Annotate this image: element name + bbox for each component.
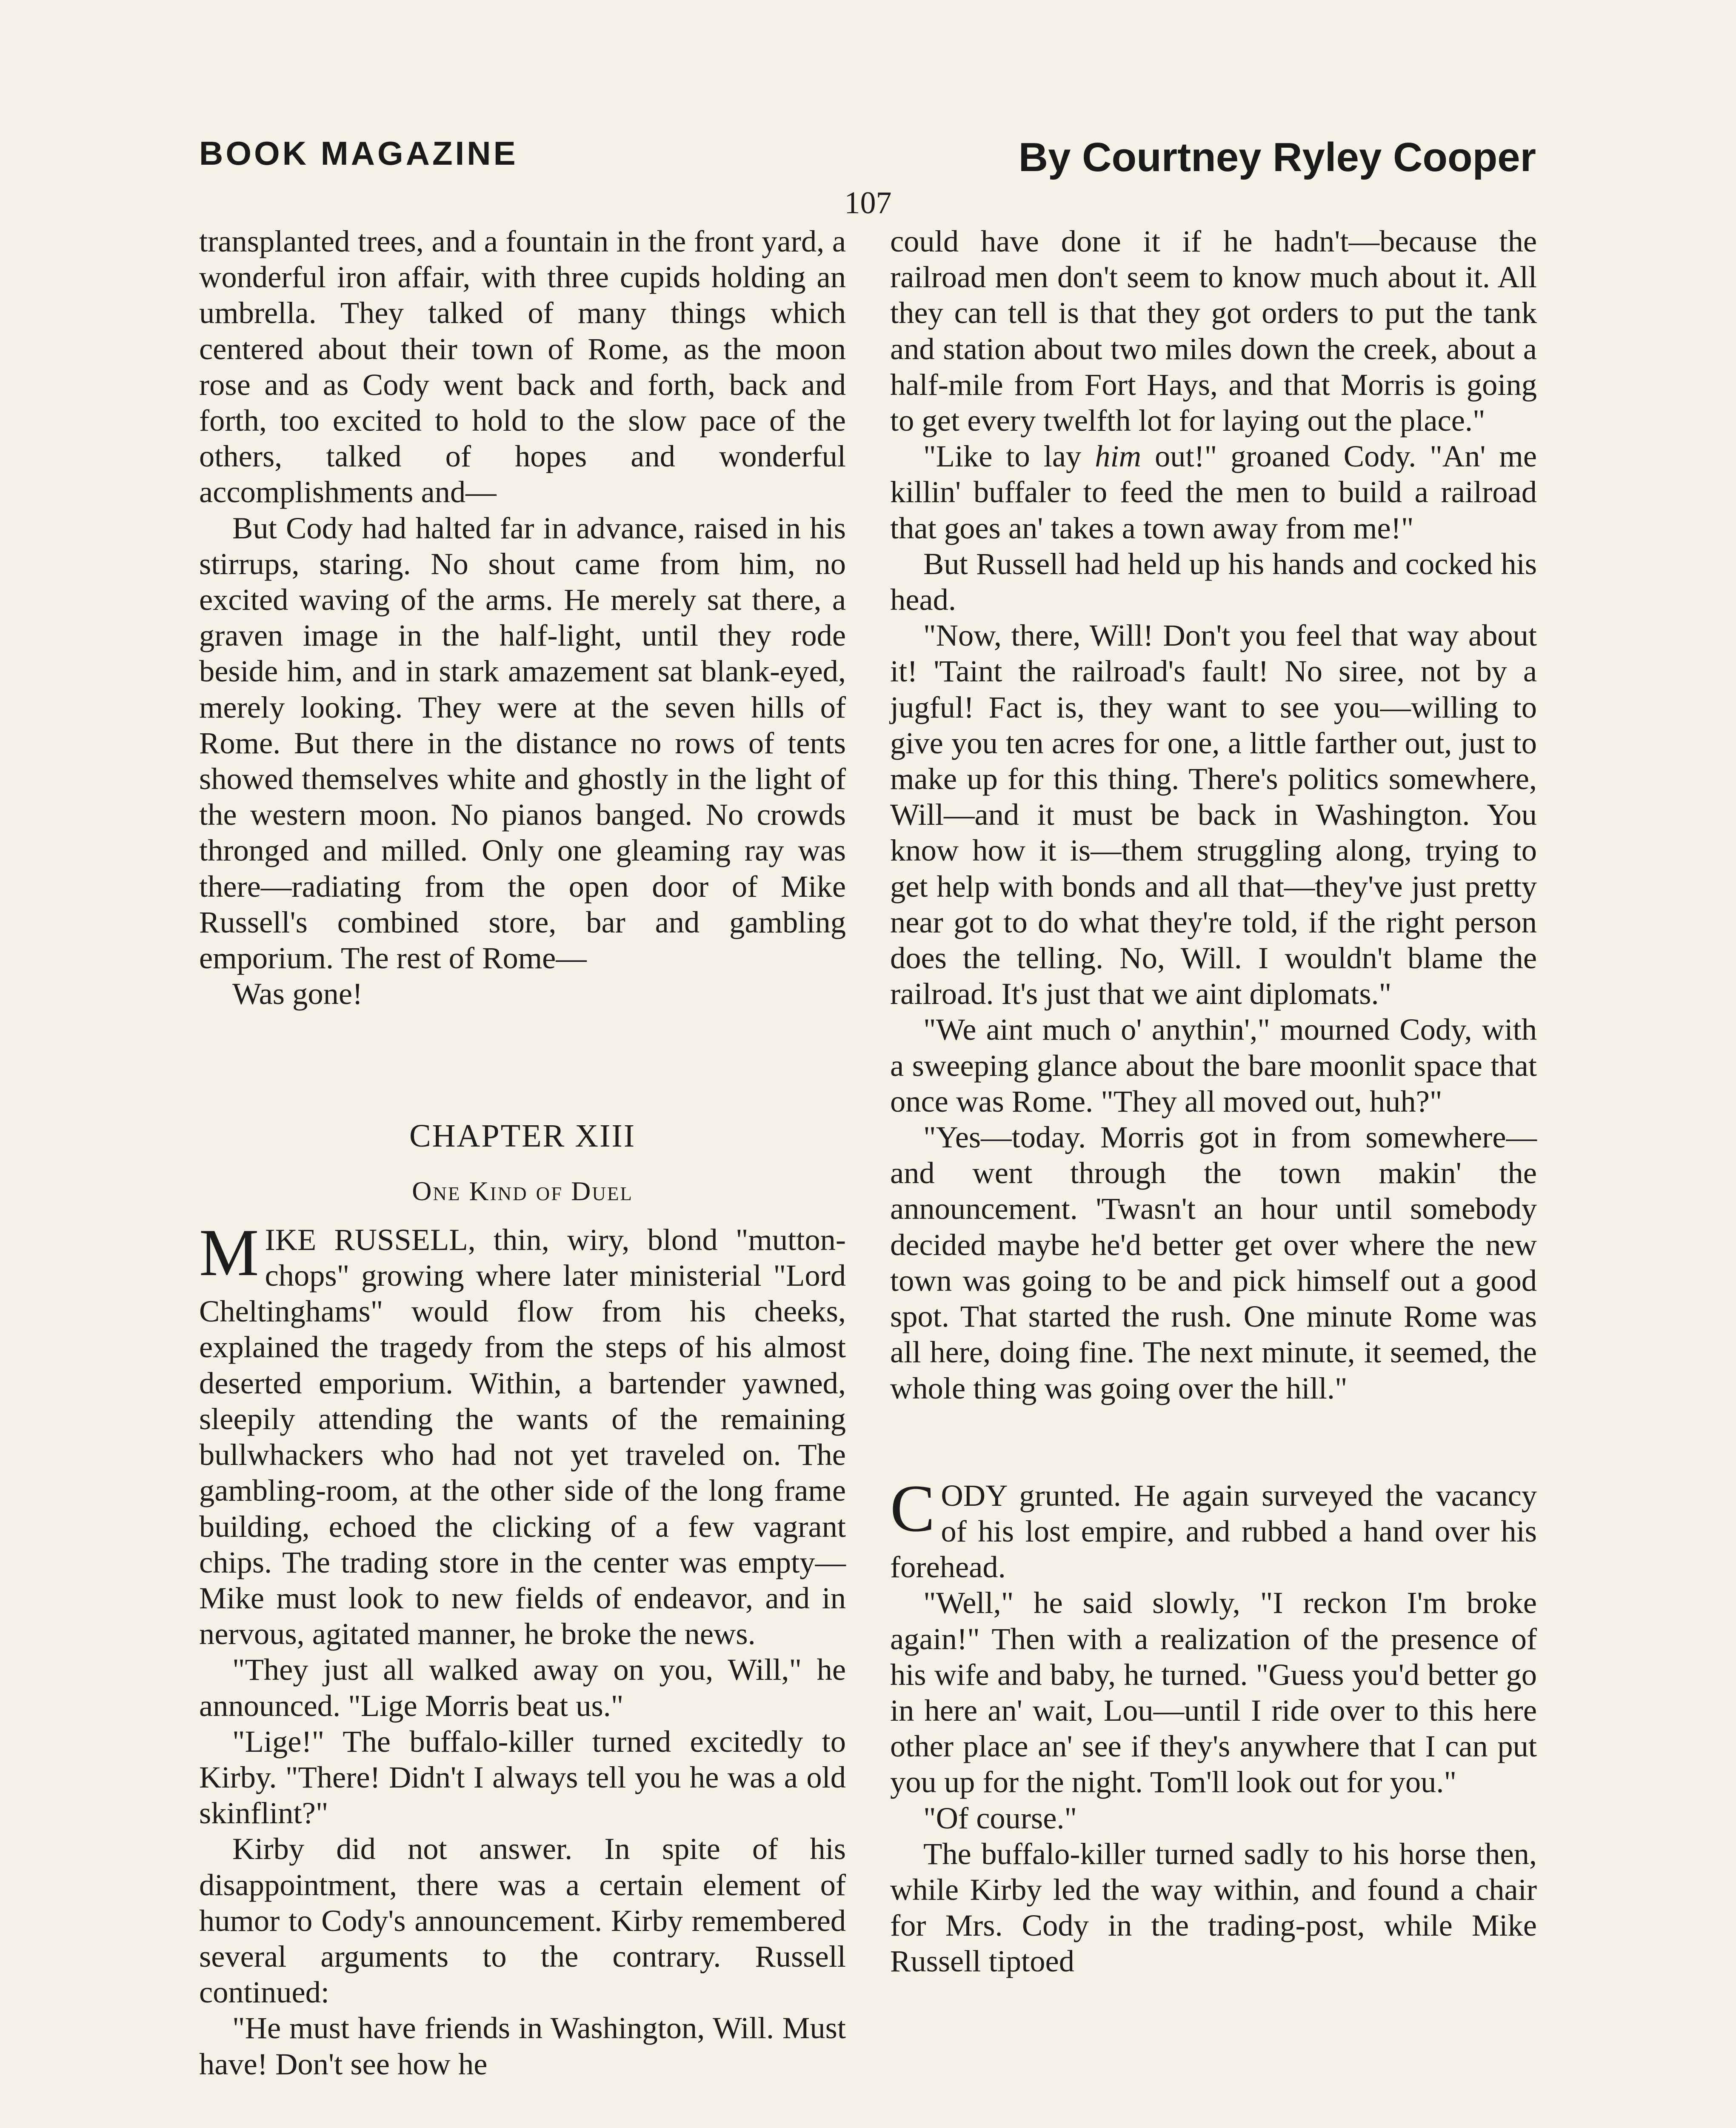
chapter-title: CHAPTER XIII xyxy=(409,1118,636,1154)
paragraph: transplanted trees, and a fountain in the front yard, a wonderful iron affair, with three cupids holding an umbrella. They talked of many things which centered about their town of Rome, as the moon rose and as Cody went back and forth, back and forth, too excited to hold to the slow pace of the others, talked of hopes and wonderful accomplishments and— xyxy=(199,224,846,509)
paragraph: But Cody had halted far in advance, raised in his stirrups, staring. No shout came from him, no excited waving of the arms. He merely sat there, a graven image in the half-light, until they rode beside him, and in stark amazement sat blank-eyed, merely looking. They were at the seven hills of Rome. But there in the distance no rows of tents showed themselves white and ghostly in the light of the western moon. No pianos banged. No crowds thronged and milled. Only one gleaming ray was there—radiating from the open door of Mike Russell's combined store, bar and gambling emporium. The rest of Rome— xyxy=(199,510,846,975)
chapter-subtitle xyxy=(199,1173,846,1209)
paragraph: Was gone! xyxy=(232,976,363,1011)
paragraph: But Russell had held up his hands and cocked his head. xyxy=(890,546,1537,617)
paragraph: "He must have friends in Washington, Will. Must have! Don't see how he xyxy=(199,2011,846,2081)
running-head-right: By Courtney Ryley Cooper xyxy=(1018,134,1536,180)
emphasis: him xyxy=(1095,439,1142,474)
running-head-left: BOOK MAGAZINE xyxy=(199,134,518,172)
drop-cap: M xyxy=(199,1215,259,1290)
page-number: 107 xyxy=(844,186,892,220)
paragraph: "They just all walked away on you, Will," he announced. "Lige Morris beat us." xyxy=(199,1652,846,1723)
right-column xyxy=(890,223,1537,1979)
paragraph-text: "Like to lay xyxy=(923,439,1095,474)
paragraph: Kirby did not answer. In spite of his disappointment, there was a certain element of humor to Cody's announcement. Kirby remembered several arguments to the contrary. Russell continued: xyxy=(199,1831,846,2010)
left-column xyxy=(199,223,846,2082)
paragraph-dropcap xyxy=(199,1215,846,1652)
chapter-subtitle-text: One Kind of Duel xyxy=(412,1176,633,1206)
paragraph-text: ODY grunted. He again surveyed the vacancy of his lost empire, and rubbed a hand over his forehead. xyxy=(890,1478,1537,1585)
paragraph-text: out!" groaned Cody. "An' me killin' buffaler to feed the men to build a railroad that goes an' takes a town away from me!" xyxy=(890,439,1537,545)
drop-cap: C xyxy=(890,1471,935,1546)
paragraph xyxy=(890,438,1537,546)
paragraph: "Lige!" The buffalo-killer turned excitedly to Kirby. "There! Didn't I always tell you he was a old skinflint?" xyxy=(199,1724,846,1831)
paragraph: "We aint much o' anythin'," mourned Cody, with a sweeping glance about the bare moonlit space that once was Rome. "They all moved out, huh?" xyxy=(890,1012,1537,1118)
section-break xyxy=(890,1406,1537,1478)
paragraph: "Yes—today. Morris got in from somewhere—and went through the town makin' the announcement. 'Twasn't an hour until somebody decided maybe he'd better get over where the new town was going to be and pick himself out a good spot. That started the rush. One minute Rome was all here, doing fine. The next minute, it seemed, the whole thing was going over the hill." xyxy=(890,1120,1537,1405)
paragraph: "Well," he said slowly, "I reckon I'm broke again!" Then with a realization of the presence of his wife and baby, he turned. "Guess you'd better go in here an' wait, Lou—until I ride over to this here other place an' see if they's anywhere that I can put you up for the night. Tom'll look out for you." xyxy=(890,1585,1537,1799)
paragraph: could have done it if he hadn't—because the railroad men don't seem to know much about it. All they can tell is that they got orders to put the tank and station about two miles down the creek, about a half-mile from Fort Hays, and that Morris is going to get every twelfth lot for laying out the place." xyxy=(890,224,1537,438)
paragraph: "Now, there, Will! Don't you feel that way about it! 'Taint the railroad's fault! No siree, not by a jugful! Fact is, they want to see you—willing to give you ten acres for one, a little farther out, just to make up for this thing. There's politics somewhere, Will—and it must be back in Washington. You know how it is—them struggling along, trying to get help with bonds and all that—they've just pretty near got to do what they're told, if the right person does the telling. No, Will. I wouldn't blame the railroad. It's just that we aint diplomats." xyxy=(890,618,1537,1011)
paragraph: "Of course." xyxy=(923,1800,1077,1835)
paragraph-text: IKE RUSSELL, thin, wiry, blond "mutton-chops" growing where later ministerial "Lord Cheltinghams" would flow from his cheeks, explained the tragedy from the steps of his almost deserted emporium. Within, a bartender yawned, sleepily attending the wants of the remaining bullwhackers who had not yet traveled on. The gambling-room, at the other side of the long frame building, echoed the clicking of a few vagrant chips. The trading store in the center was empty—Mike must look to new fields of endeavor, and in nervous, agitated manner, he broke the news. xyxy=(199,1222,846,1651)
paragraph-dropcap xyxy=(890,1471,1537,1585)
paragraph: The buffalo-killer turned sadly to his horse then, while Kirby led the way within, and found a chair for Mrs. Cody in the trading-post, while Mike Russell tiptoed xyxy=(890,1836,1537,1979)
